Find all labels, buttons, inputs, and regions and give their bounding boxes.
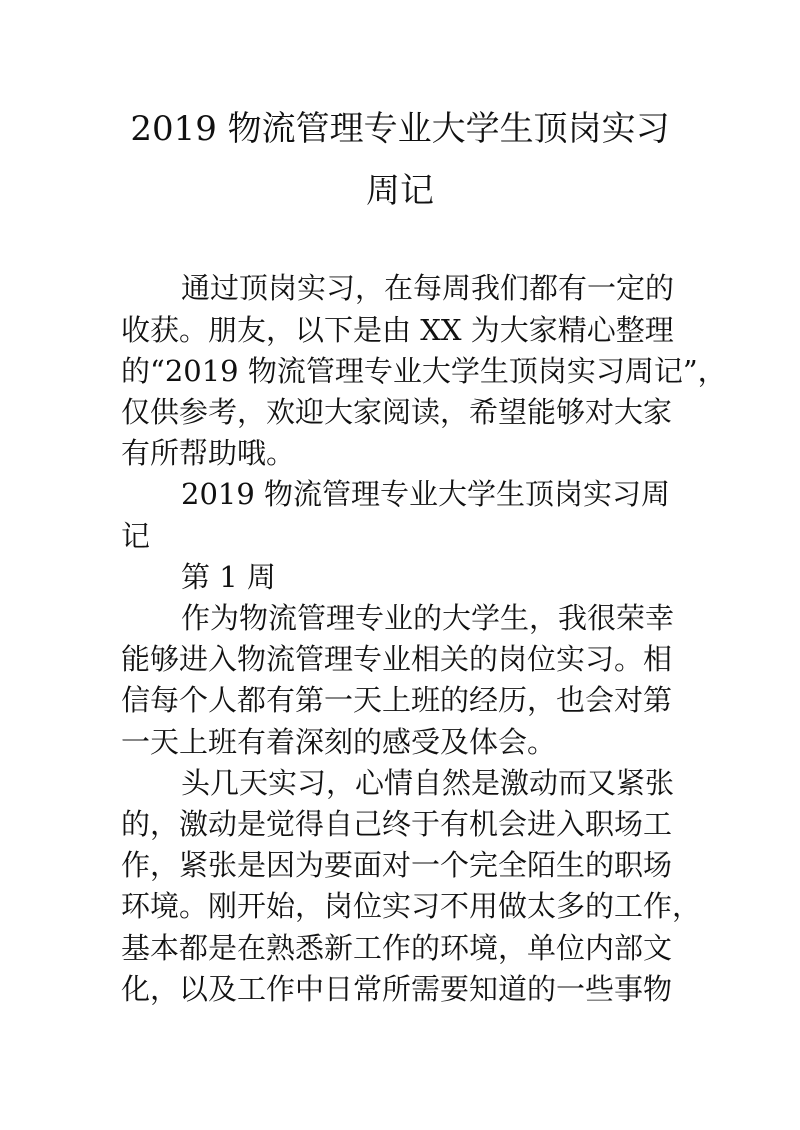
body-line-9: 作为物流管理专业的大学生，我很荣幸 [181, 601, 675, 635]
body-line-4: 仅供参考，欢迎大家阅读，希望能够对大家 [121, 395, 673, 429]
body-line-8: 第 1 周 [181, 560, 276, 594]
body-line-1: 通过顶岗实习，在每周我们都有一定的 [181, 271, 675, 305]
page-title-line-2: 周记 [366, 171, 434, 211]
body-line-3: 的“2019 物流管理专业大学生顶岗实习周记”， [121, 354, 727, 388]
body-line-10: 能够进入物流管理专业相关的岗位实习。相 [121, 642, 673, 676]
body-line-16: 环境。刚开始，岗位实习不用做太多的工作， [121, 889, 702, 923]
body-line-12: 一天上班有着深刻的感受及体会。 [121, 725, 557, 759]
body-line-2: 收获。朋友，以下是由 XX 为大家精心整理 [121, 313, 674, 347]
body-line-15: 作，紧张是因为要面对一个完全陌生的职场 [121, 848, 673, 882]
body-line-18: 化，以及工作中日常所需要知道的一些事物 [121, 972, 673, 1006]
body-line-6: 2019 物流管理专业大学生顶岗实习周 [181, 477, 671, 511]
page-title-line-1: 2019 物流管理专业大学生顶岗实习 [130, 109, 670, 149]
body-line-13: 头几天实习，心情自然是激动而又紧张 [181, 766, 675, 800]
body-line-14: 的，激动是觉得自己终于有机会进入职场工 [121, 807, 673, 841]
body-line-7: 记 [121, 519, 151, 553]
body-line-17: 基本都是在熟悉新工作的环境，单位内部文 [121, 931, 673, 965]
body-line-11: 信每个人都有第一天上班的经历，也会对第 [121, 683, 673, 717]
body-line-5: 有所帮助哦。 [121, 436, 296, 470]
